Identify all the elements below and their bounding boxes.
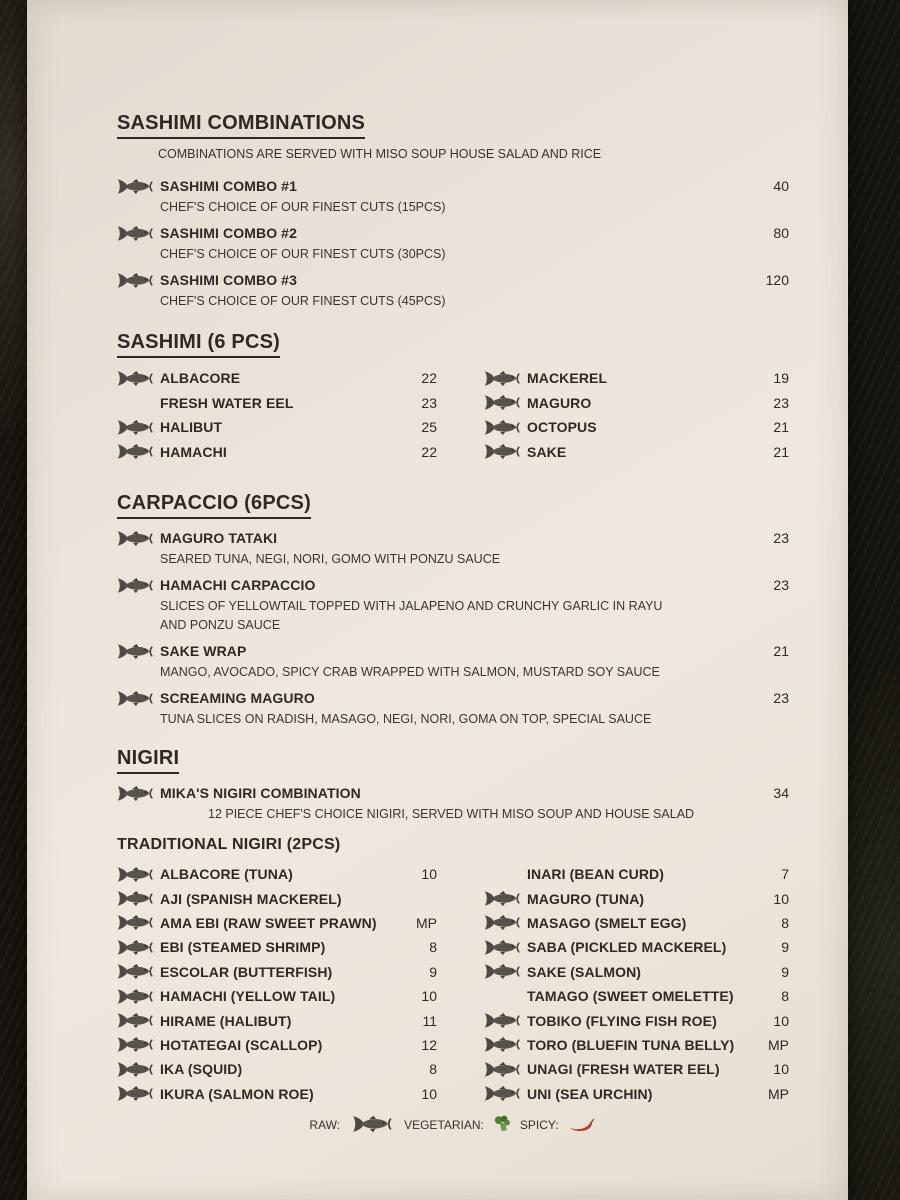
item-description: MANGO, AVOCADO, SPICY CRAB WRAPPED WITH SALMON, MUSTARD SOY SAUCE xyxy=(160,665,660,679)
item-price: 23 xyxy=(773,530,789,546)
item-description: CHEF'S CHOICE OF OUR FINEST CUTS (15PCS) xyxy=(160,200,446,214)
item-name: ESCOLAR (BUTTERFISH) xyxy=(160,963,333,980)
menu-item-row xyxy=(115,782,789,804)
menu-item-row xyxy=(482,1082,789,1106)
item-price: 23 xyxy=(773,577,789,593)
item-name: MIKA'S NIGIRI COMBINATION xyxy=(160,785,361,801)
section-note: COMBINATIONS ARE SERVED WITH MISO SOUP HOUSE SALAD AND RICE xyxy=(158,147,602,161)
item-price: 9 xyxy=(429,963,437,980)
raw-fish-icon xyxy=(482,1060,527,1079)
item-price: 22 xyxy=(421,370,437,387)
item-name: SABA (PICKLED MACKEREL) xyxy=(527,939,727,956)
raw-fish-icon xyxy=(482,889,527,908)
item-name: MAGURO (TUNA) xyxy=(527,890,645,907)
section-title-text: SASHIMI COMBINATIONS xyxy=(117,112,365,139)
item-name: MAGURO TATAKI xyxy=(160,530,278,546)
item-price: MP xyxy=(768,1085,789,1102)
item-name: ALBACORE (TUNA) xyxy=(160,866,293,883)
raw-fish-icon xyxy=(115,889,160,908)
combo-items xyxy=(115,175,789,311)
item-description: CHEF'S CHOICE OF OUR FINEST CUTS (45PCS) xyxy=(160,294,446,308)
section-title-text: CARPACCIO (6PCS) xyxy=(117,492,311,519)
raw-fish-icon xyxy=(115,913,160,932)
item-name: HALIBUT xyxy=(160,419,223,436)
item-name: AMA EBI (RAW SWEET PRAWN) xyxy=(160,914,377,931)
raw-fish-icon xyxy=(115,224,160,243)
legend-raw-label: RAW: xyxy=(309,1118,341,1133)
item-price: 23 xyxy=(773,394,789,411)
section-sashimi-combinations xyxy=(115,112,789,311)
nigiri-left-column xyxy=(115,862,437,1106)
menu-item-row xyxy=(115,1057,437,1081)
menu-item-row xyxy=(482,1033,789,1057)
raw-fish-icon xyxy=(482,369,527,388)
raw-fish-icon xyxy=(482,938,527,957)
raw-fish-icon xyxy=(349,1114,395,1137)
menu-item-row xyxy=(115,391,437,416)
menu-item-row xyxy=(482,1057,789,1081)
item-description: TUNA SLICES ON RADISH, MASAGO, NEGI, NORI, GOMA ON TOP, SPECIAL SAUCE xyxy=(160,712,652,726)
item-price: 8 xyxy=(429,1061,437,1078)
item-name: AJI (SPANISH MACKEREL) xyxy=(160,890,342,907)
raw-fish-icon xyxy=(482,962,527,981)
item-price: 40 xyxy=(773,178,789,194)
item-price: 120 xyxy=(765,272,789,288)
section-title-text: NIGIRI xyxy=(117,747,179,774)
traditional-nigiri-columns xyxy=(115,862,789,1106)
item-price: 9 xyxy=(781,963,789,980)
menu-item-row xyxy=(115,269,789,291)
raw-fish-icon xyxy=(115,177,160,196)
raw-fish-icon xyxy=(115,1084,160,1103)
item-description: SEARED TUNA, NEGI, NORI, GOMO WITH PONZU SAUCE xyxy=(160,552,501,566)
item-name: HOTATEGAI (SCALLOP) xyxy=(160,1036,323,1053)
item-name: SASHIMI COMBO #2 xyxy=(160,225,297,241)
item-name: SAKE (SALMON) xyxy=(527,963,642,980)
carpaccio-items xyxy=(115,527,789,729)
menu-item xyxy=(115,687,789,729)
item-price: 80 xyxy=(773,225,789,241)
item-price: 10 xyxy=(773,1061,789,1078)
item-name: MACKEREL xyxy=(527,370,608,387)
menu-item-row xyxy=(482,862,789,886)
item-name: ALBACORE xyxy=(160,370,241,387)
item-price: 10 xyxy=(421,866,437,883)
item-name: UNAGI (FRESH WATER EEL) xyxy=(527,1061,720,1078)
item-price: 11 xyxy=(422,1012,437,1029)
item-name: TAMAGO (SWEET OMELETTE) xyxy=(527,988,734,1005)
raw-fish-icon xyxy=(115,576,160,595)
item-name: IKA (SQUID) xyxy=(160,1061,243,1078)
item-name: HAMACHI CARPACCIO xyxy=(160,577,316,593)
legend xyxy=(115,1114,789,1137)
menu-item xyxy=(115,574,789,635)
item-price: 8 xyxy=(429,939,437,956)
item-price: 22 xyxy=(421,443,437,460)
item-price: 8 xyxy=(781,914,789,931)
vegetarian-broccoli-icon xyxy=(493,1114,511,1136)
section-title-nigiri xyxy=(117,747,789,774)
nigiri-right-column xyxy=(482,862,789,1106)
raw-fish-icon xyxy=(115,529,160,548)
menu-paper xyxy=(27,0,848,1200)
sashimi-columns xyxy=(115,366,789,464)
menu-item-row xyxy=(115,222,789,244)
raw-fish-icon xyxy=(482,442,527,461)
menu-item-row xyxy=(115,640,789,662)
item-price: 10 xyxy=(421,1085,437,1102)
menu-item-row xyxy=(482,984,789,1008)
menu-content xyxy=(27,0,848,1137)
section-title-carpaccio xyxy=(117,492,789,519)
item-price: 10 xyxy=(773,1012,789,1029)
item-price: 25 xyxy=(421,419,437,436)
item-description: CHEF'S CHOICE OF OUR FINEST CUTS (30PCS) xyxy=(160,247,446,261)
menu-item-row xyxy=(115,1082,437,1106)
menu-item-row xyxy=(115,440,437,465)
item-price: 21 xyxy=(773,643,789,659)
section-title-traditional-nigiri: TRADITIONAL NIGIRI (2PCS) xyxy=(117,836,341,853)
raw-fish-icon xyxy=(115,271,160,290)
raw-fish-icon xyxy=(115,442,160,461)
menu-item-row xyxy=(115,175,789,197)
item-name: INARI (BEAN CURD) xyxy=(527,866,665,883)
menu-item-row xyxy=(482,886,789,910)
raw-fish-icon xyxy=(482,913,527,932)
menu-item-nigiri-combo xyxy=(115,782,789,824)
sashimi-right-column xyxy=(482,366,789,464)
item-name: UNI (SEA URCHIN) xyxy=(527,1085,653,1102)
raw-fish-icon xyxy=(115,987,160,1006)
item-name: EBI (STEAMED SHRIMP) xyxy=(160,939,326,956)
menu-item-row xyxy=(115,1033,437,1057)
raw-fish-icon xyxy=(482,418,527,437)
legend-vegetarian-label: VEGETARIAN: xyxy=(404,1118,484,1133)
item-price: 8 xyxy=(781,988,789,1005)
menu-item-row xyxy=(115,1008,437,1032)
item-price: 12 xyxy=(421,1036,437,1053)
item-price: MP xyxy=(768,1036,789,1053)
section-carpaccio xyxy=(115,492,789,729)
section-title-text: SASHIMI (6 PCS) xyxy=(117,331,280,358)
item-price: MP xyxy=(416,914,437,931)
item-description: 12 PIECE CHEF'S CHOICE NIGIRI, SERVED WITH MISO SOUP AND HOUSE SALAD xyxy=(208,807,695,821)
section-nigiri xyxy=(115,747,789,1106)
menu-item-row xyxy=(482,391,789,416)
item-price: 10 xyxy=(773,890,789,907)
menu-item-row xyxy=(115,886,437,910)
item-price: 7 xyxy=(781,866,789,883)
menu-item-row xyxy=(115,911,437,935)
raw-fish-icon xyxy=(115,369,160,388)
item-name: MAGURO xyxy=(527,394,592,411)
raw-fish-icon xyxy=(115,962,160,981)
menu-item-row xyxy=(115,935,437,959)
raw-fish-icon xyxy=(482,393,527,412)
menu-item xyxy=(115,640,789,682)
menu-item xyxy=(115,269,789,311)
item-price: 23 xyxy=(773,690,789,706)
item-name: SASHIMI COMBO #1 xyxy=(160,178,297,194)
section-title-sashimi xyxy=(117,331,789,358)
menu-item xyxy=(115,527,789,569)
spicy-chili-icon xyxy=(568,1117,595,1134)
item-name: SASHIMI COMBO #3 xyxy=(160,272,297,288)
menu-item-row xyxy=(482,960,789,984)
menu-item-row xyxy=(482,366,789,391)
item-price: 10 xyxy=(421,988,437,1005)
menu-item-row xyxy=(115,687,789,709)
item-name: TORO (BLUEFIN TUNA BELLY) xyxy=(527,1036,735,1053)
raw-fish-icon xyxy=(115,418,160,437)
sashimi-left-column xyxy=(115,366,437,464)
menu-item-row xyxy=(115,527,789,549)
menu-item-row xyxy=(115,984,437,1008)
item-price: 34 xyxy=(773,785,789,801)
item-price: 21 xyxy=(773,443,789,460)
menu-item xyxy=(115,222,789,264)
raw-fish-icon xyxy=(115,1011,160,1030)
item-name: HAMACHI xyxy=(160,443,227,460)
menu-item-row xyxy=(482,935,789,959)
item-price: 23 xyxy=(421,394,437,411)
item-price: 21 xyxy=(773,419,789,436)
raw-fish-icon xyxy=(482,1035,527,1054)
item-price: 9 xyxy=(781,939,789,956)
section-title-sashimi-combinations xyxy=(117,112,789,139)
item-name: IKURA (SALMON ROE) xyxy=(160,1085,314,1102)
menu-item xyxy=(115,175,789,217)
raw-fish-icon xyxy=(115,865,160,884)
item-name: TOBIKO (FLYING FISH ROE) xyxy=(527,1012,717,1029)
raw-fish-icon xyxy=(115,642,160,661)
raw-fish-icon xyxy=(115,1060,160,1079)
raw-fish-icon xyxy=(482,1011,527,1030)
raw-fish-icon xyxy=(115,689,160,708)
item-description: SLICES OF YELLOWTAIL TOPPED WITH JALAPENO AND CRUNCHY GARLIC IN RAYU AND PONZU SAUCE xyxy=(160,599,663,632)
item-name: HAMACHI (YELLOW TAIL) xyxy=(160,988,336,1005)
section-sashimi xyxy=(115,331,789,464)
menu-item-row xyxy=(115,415,437,440)
raw-fish-icon xyxy=(115,938,160,957)
menu-item-row xyxy=(115,862,437,886)
item-name: MASAGO (SMELT EGG) xyxy=(527,914,687,931)
menu-item-row xyxy=(482,440,789,465)
menu-item-row xyxy=(115,366,437,391)
item-name: SCREAMING MAGURO xyxy=(160,690,315,706)
item-name: OCTOPUS xyxy=(527,419,597,436)
raw-fish-icon xyxy=(115,1035,160,1054)
item-price: 19 xyxy=(773,370,789,387)
menu-item-row xyxy=(115,574,789,596)
item-name: HIRAME (HALIBUT) xyxy=(160,1012,292,1029)
menu-item-row xyxy=(482,1008,789,1032)
item-name: SAKE WRAP xyxy=(160,643,247,659)
raw-fish-icon xyxy=(482,1084,527,1103)
legend-spicy-label: SPICY: xyxy=(519,1118,559,1133)
menu-item-row xyxy=(115,960,437,984)
raw-fish-icon xyxy=(115,784,160,803)
menu-item-row xyxy=(482,415,789,440)
item-name: FRESH WATER EEL xyxy=(160,394,294,411)
item-name: SAKE xyxy=(527,443,567,460)
menu-item-row xyxy=(482,911,789,935)
